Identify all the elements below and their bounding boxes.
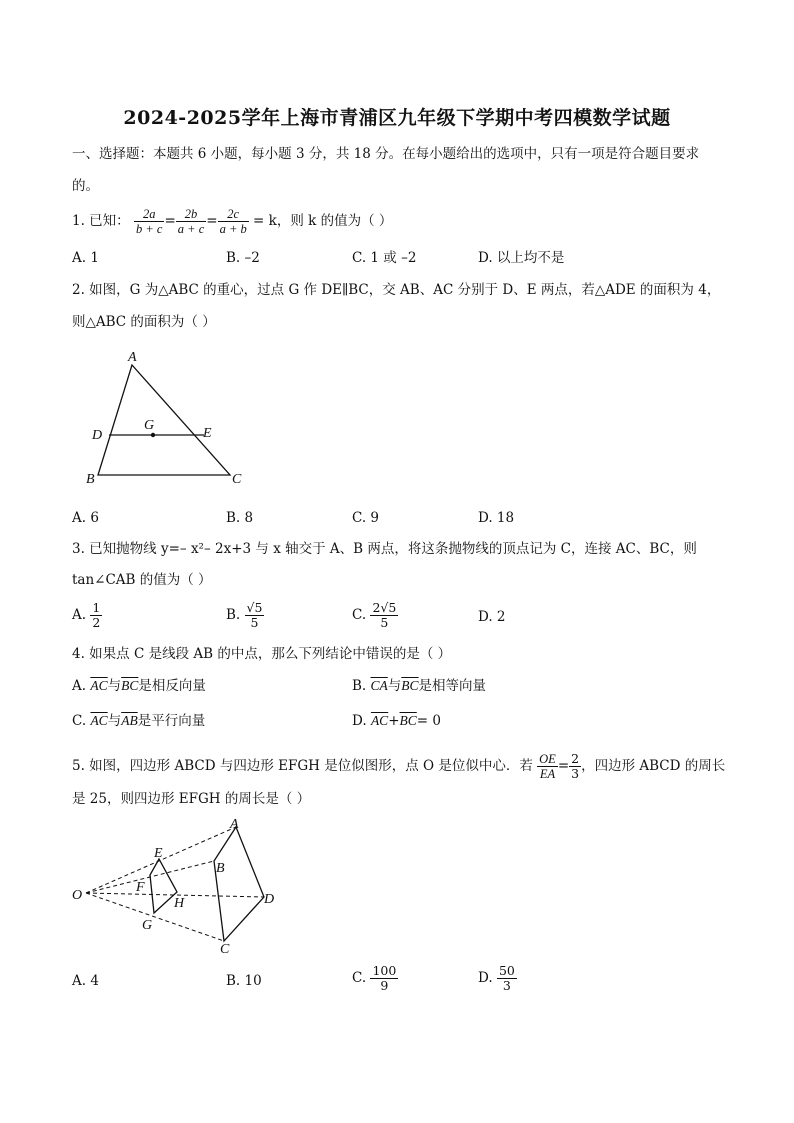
q3-option-c-fraction: $\frac{2√5}{5}$ — [372, 600, 397, 630]
label-d: D — [92, 428, 103, 443]
q5-option-d[interactable]: D. $\frac{50}{3}$ — [478, 963, 515, 993]
quadrilateral-efgh — [150, 859, 177, 913]
label-h: H — [174, 896, 185, 911]
question-5-line1: 5. 如图，四边形 ABCD 与四边形 EFGH 是位似图形，点 O 是位似中心．若 $\frac{OE}{EA}$ = $\frac{2}{3}$ ，四边形 ABCD 的周长 — [72, 751, 726, 781]
q4-option-c[interactable]: C. $\overline{AC}$与$\overline{AB}$是平行向量 — [72, 713, 206, 729]
label-b: B — [86, 472, 95, 487]
q5-option-d-fraction: $\frac{50}{3}$ — [498, 963, 515, 993]
label-g: G — [144, 418, 155, 433]
q4-option-b[interactable]: B. $\overline{CA}$与$\overline{BC}$是相等向量 — [352, 678, 487, 694]
q5-option-c[interactable]: C. $\frac{100}{9}$ — [352, 963, 397, 993]
question-1-stem: 1. 已知： $\frac{2a}{b + c}$ = $\frac{2b}{a + c}$ = $\frac{2c}{a + b}$ = k，则 k 的值为（ ） — [72, 207, 393, 236]
question-5-line2: 是 25，则四边形 EFGH 的周长是（ ） — [72, 791, 311, 807]
ray-oc — [86, 893, 224, 941]
q3-option-c[interactable]: C. $\frac{2√5}{5}$ — [352, 600, 397, 630]
q2-option-b[interactable]: B. 8 — [226, 510, 254, 526]
question-2-line1: 2. 如图，G 为△ABC 的重心，过点 G 作 DE∥BC，交 AB、AC 分别于 D、E 两点，若△ADE 的面积为 4， — [72, 282, 721, 298]
q5-option-a[interactable]: A. 4 — [72, 973, 99, 989]
q1-option-d[interactable]: D. 以上均不是 — [478, 250, 565, 266]
q3-option-b[interactable]: B. $\frac{√5}{5}$ — [226, 600, 263, 630]
label-f: F — [136, 880, 145, 895]
label-d: D — [264, 892, 275, 907]
label-e: E — [154, 846, 163, 861]
section-instructions-line2: 的。 — [72, 178, 99, 194]
question-2-line2: 则△ABC 的面积为（ ） — [72, 314, 216, 330]
q5-option-c-fraction: $\frac{100}{9}$ — [372, 963, 397, 993]
q1-option-a[interactable]: A. 1 — [72, 250, 99, 266]
question-3-line1: 3. 已知抛物线 y=– x²– 2x+3 与 x 轴交于 A、B 两点，将这条抛物线的顶点记为 C，连接 AC、BC，则 — [72, 541, 697, 557]
label-c: C — [220, 942, 230, 957]
question-3-line2: tan∠CAB 的值为（ ） — [72, 572, 212, 588]
section-instructions-line1: 一、选择题：本题共 6 小题，每小题 3 分，共 18 分。在每小题给出的选项中，只有一项是符合题目要求 — [72, 146, 700, 162]
q5-homothety-figure — [64, 815, 294, 960]
question-4-stem: 4. 如果点 C 是线段 AB 的中点，那么下列结论中错误的是（ ） — [72, 646, 452, 662]
label-a: A — [128, 350, 137, 365]
q1-option-b[interactable]: B. –2 — [226, 250, 260, 266]
q2-option-c[interactable]: C. 9 — [352, 510, 380, 526]
q1-option-c[interactable]: C. 1 或 –2 — [352, 250, 417, 266]
q2-option-d[interactable]: D. 18 — [478, 510, 515, 526]
q3-option-a[interactable]: A. $\frac{1}{2}$ — [72, 600, 101, 630]
q4-option-a[interactable]: A. $\overline{AC}$与$\overline{BC}$是相反向量 — [72, 678, 206, 694]
q1-fraction-1: $\frac{2a}{b + c}$ — [135, 207, 163, 236]
label-c: C — [232, 472, 242, 487]
q4-option-d[interactable]: D. $\overline{AC}+\overline{BC}= 0$ — [352, 713, 441, 729]
quadrilateral-abcd — [214, 827, 264, 941]
q5-option-b[interactable]: B. 10 — [226, 973, 262, 989]
q1-fraction-3: $\frac{2c}{a + b}$ — [219, 207, 247, 236]
q3-option-a-fraction: $\frac{1}{2}$ — [92, 600, 101, 630]
label-e: E — [203, 426, 212, 441]
q1-prefix: 1. 已知： — [72, 213, 130, 229]
q5-ratio-fraction: $\frac{OE}{EA}$ — [539, 752, 556, 781]
label-b: B — [216, 861, 225, 876]
q1-tail: = k，则 k 的值为（ ） — [253, 213, 393, 229]
label-o: O — [72, 888, 83, 903]
label-a: A — [230, 817, 239, 832]
page-title: 2024-2025学年上海市青浦区九年级下学期中考四模数学试题 — [123, 107, 671, 129]
label-g: G — [142, 918, 153, 933]
q2-triangle-figure — [80, 345, 250, 490]
q3-option-b-fraction: $\frac{√5}{5}$ — [246, 600, 263, 630]
q2-option-a[interactable]: A. 6 — [72, 510, 99, 526]
point-g — [151, 433, 155, 437]
triangle-abc — [98, 365, 230, 475]
q3-option-d[interactable]: D. 2 — [478, 609, 506, 625]
q5-value-fraction: $\frac{2}{3}$ — [571, 751, 580, 781]
q1-fraction-2: $\frac{2b}{a + c}$ — [177, 207, 205, 236]
